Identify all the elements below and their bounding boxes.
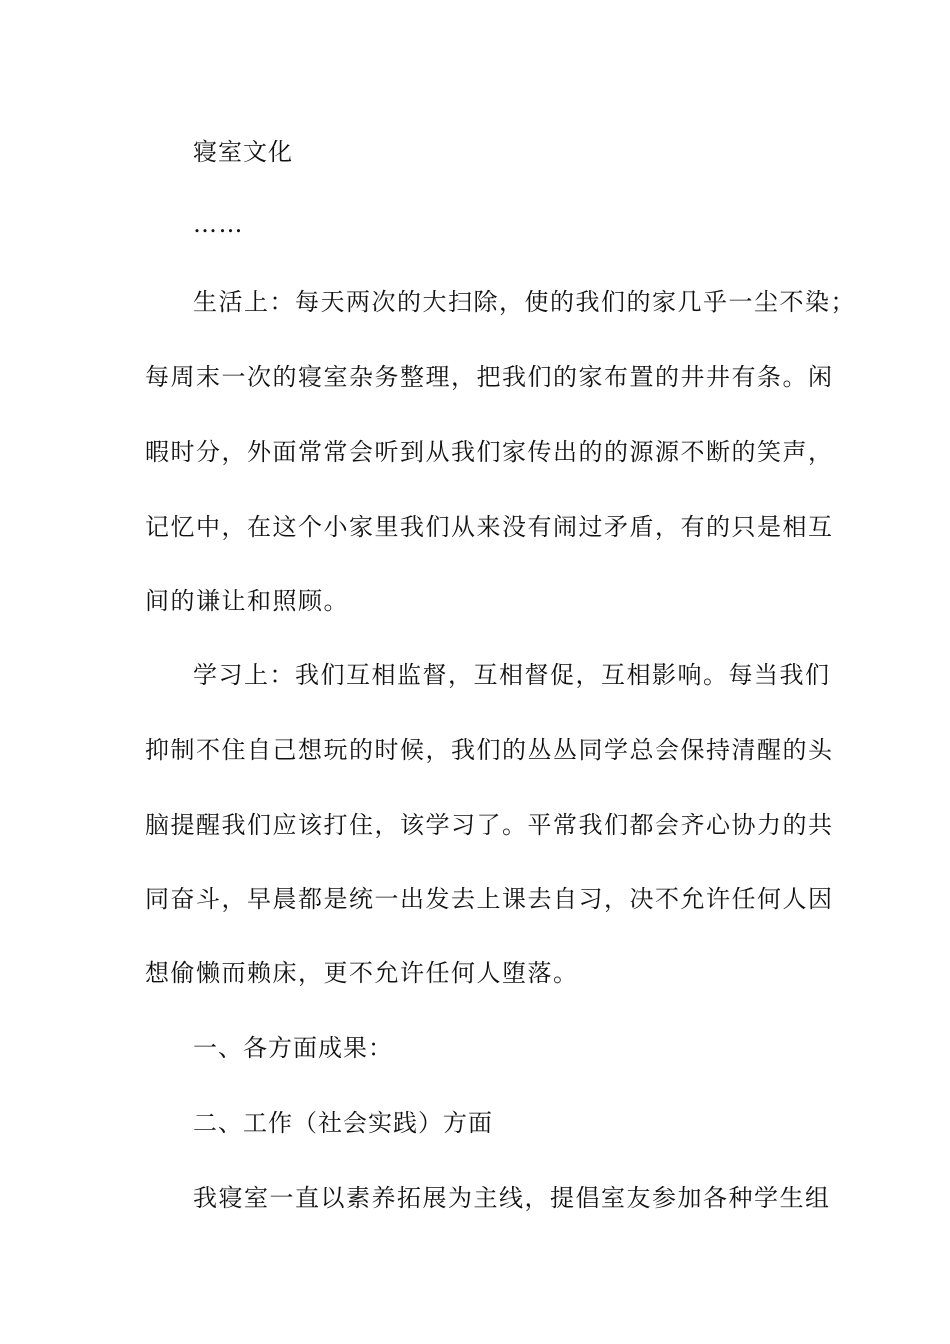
paragraph-study-line-1: 学习上：我们互相监督，互相督促，互相影响。每当我们 [193,661,831,689]
section-heading-work: 二、工作（社会实践）方面 [193,1109,493,1137]
paragraph-life-line-5: 间的谦让和照顾。 [145,587,349,615]
section-title-dorm-culture: 寝室文化 [193,138,293,166]
paragraph-work-line-1: 我寝室一直以素养拓展为主线，提倡室友参加各种学生组 [193,1184,831,1212]
paragraph-life-line-4: 记忆中，在这个小家里我们从来没有闹过矛盾，有的只是相互 [145,513,834,541]
paragraph-study-line-2: 抑制不住自己想玩的时候，我们的丛丛同学总会保持清醒的头 [145,736,834,764]
paragraph-study-line-3: 脑提醒我们应该打住，该学习了。平常我们都会齐心协力的共 [145,811,834,839]
ellipsis-line: …… [193,210,244,238]
paragraph-study-line-4: 同奋斗，早晨都是统一出发去上课去自习，决不允许任何人因 [145,885,834,913]
paragraph-life-line-1: 生活上：每天两次的大扫除，使的我们的家几乎一尘不染； [193,288,856,316]
section-heading-achievements: 一、各方面成果： [193,1034,393,1062]
paragraph-life-line-2: 每周末一次的寝室杂务整理，把我们的家布置的井井有条。闲 [145,363,834,391]
paragraph-life-line-3: 暇时分，外面常常会听到从我们家传出的的源源不断的笑声， [145,438,834,466]
paragraph-study-line-5: 想偷懒而赖床，更不允许任何人堕落。 [145,959,579,987]
